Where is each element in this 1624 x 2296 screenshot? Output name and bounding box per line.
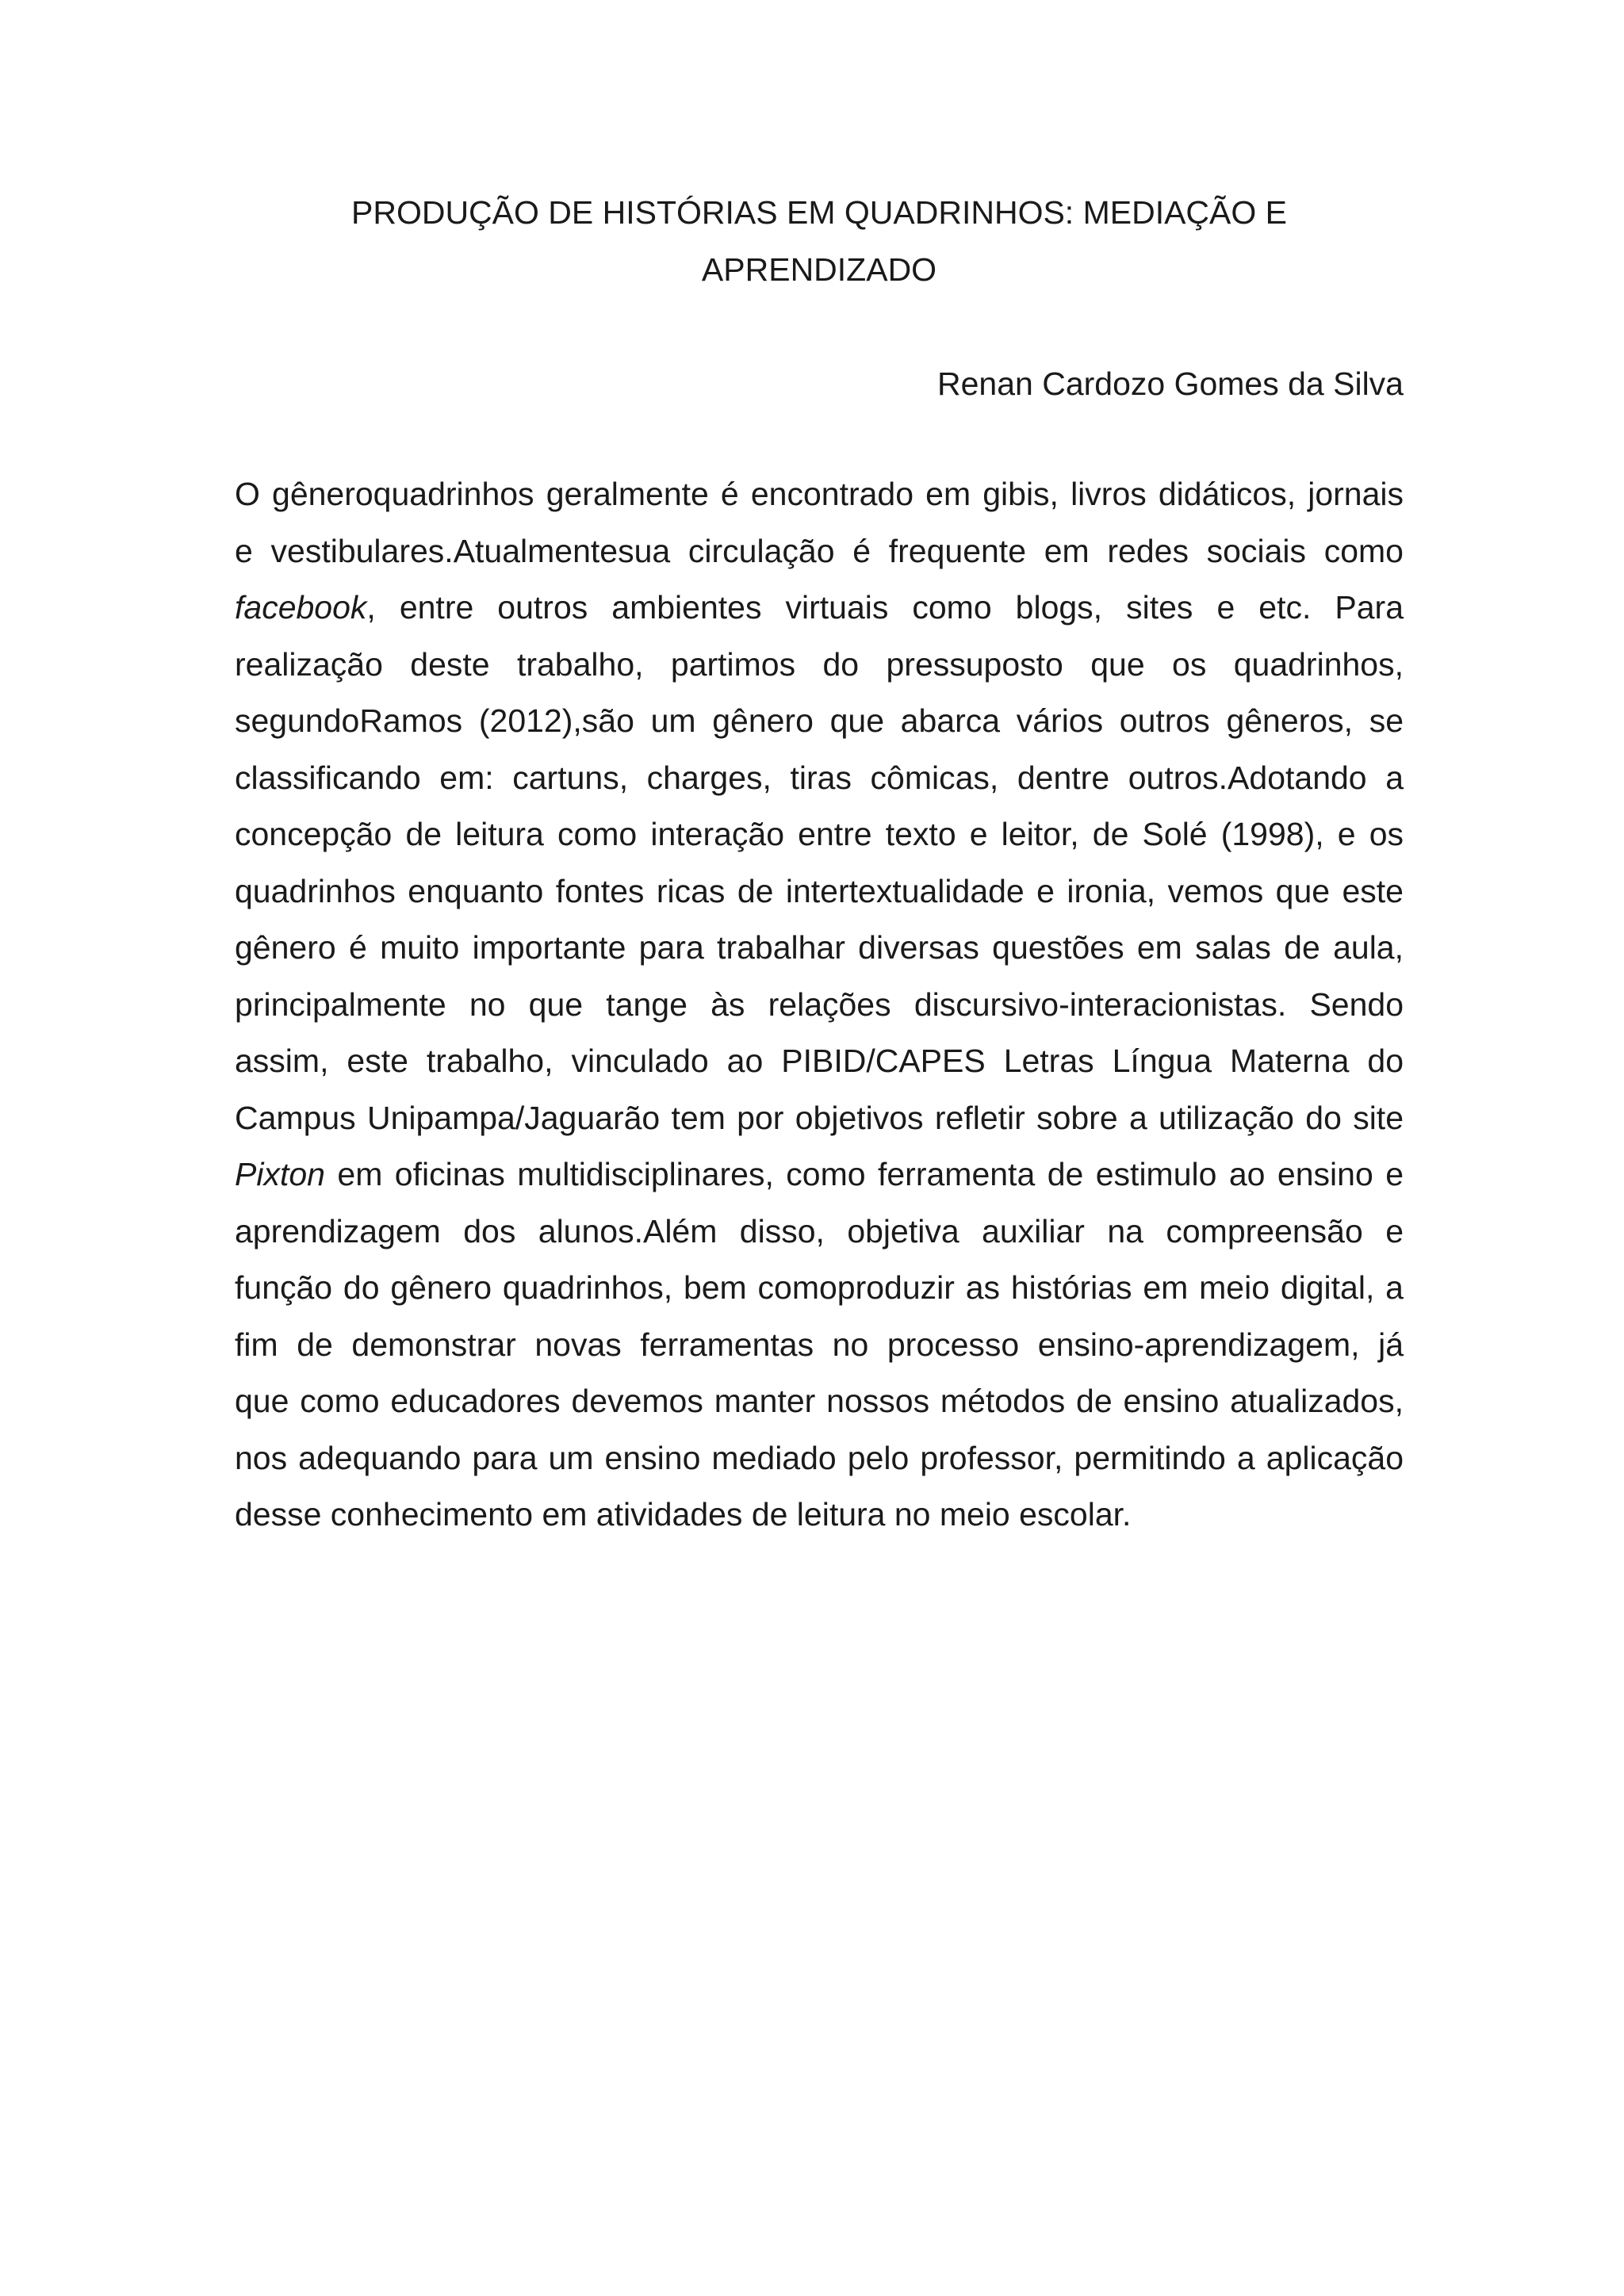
italic-term-facebook: facebook (235, 589, 367, 626)
body-line: aprendizagem dos alunos.Além disso, objetiva auxiliar na compreensão e (235, 1212, 1404, 1249)
body-line: assim, este trabalho, vinculado ao PIBID/CAPES Letras Língua Materna do (235, 1043, 1404, 1079)
body-line: quadrinhos enquanto fontes ricas de intertextualidade e ironia, vemos que este (235, 872, 1404, 909)
abstract-paragraph (235, 466, 1404, 1544)
body-line: nos adequando para um ensino mediado pelo professor, permitindo a aplicação (235, 1439, 1404, 1476)
body-line: principalmente no que tange às relações discursivo-interacionistas. Sendo (235, 985, 1404, 1023)
body-line: fim de demonstrar novas ferramentas no processo ensino-aprendizagem, já (235, 1326, 1404, 1363)
italic-term-pixton: Pixton (235, 1156, 325, 1192)
body-line: desse conhecimento em atividades de leitura no meio escolar. (235, 1496, 1132, 1533)
body-line (235, 1146, 1404, 1203)
body-line: função do gênero quadrinhos, bem comoproduzir as histórias em meio digital, a (235, 1269, 1404, 1306)
body-line: e vestibulares.Atualmentesua circulação é frequente em redes sociais como (235, 532, 1404, 569)
body-line: concepção de leitura como interação entre texto e leitor, de Solé (1998), e os (235, 816, 1404, 852)
body-line-segment: , entre outros ambientes virtuais como blogs, sites e etc. Para (366, 589, 1404, 626)
body-line: segundoRamos (2012),são um gênero que abarca vários outros gêneros, se (235, 702, 1404, 739)
author-name: Renan Cardozo Gomes da Silva (937, 365, 1404, 402)
body-line: Campus Unipampa/Jaguarão tem por objetivos refletir sobre a utilização do site (235, 1099, 1404, 1136)
title-line-1: PRODUÇÃO DE HISTÓRIAS EM QUADRINHOS: MEDIAÇÃO E (350, 194, 1288, 231)
body-line (235, 580, 1404, 637)
body-line: classificando em: cartuns, charges, tiras cômicas, dentre outros.Adotando a (235, 759, 1404, 796)
document-title (235, 184, 1404, 298)
body-line: que como educadores devemos manter nossos métodos de ensino atualizados, (235, 1383, 1404, 1419)
body-line-segment: em oficinas multidisciplinares, como ferramenta de estimulo ao ensino e (324, 1156, 1404, 1192)
title-line-2: APRENDIZADO (701, 251, 937, 288)
body-line: O gêneroquadrinhos geralmente é encontrado em gibis, livros didáticos, jornais (235, 476, 1404, 512)
body-line: realização deste trabalho, partimos do pressuposto que os quadrinhos, (235, 645, 1404, 683)
body-line: gênero é muito importante para trabalhar diversas questões em salas de aula, (235, 929, 1404, 966)
